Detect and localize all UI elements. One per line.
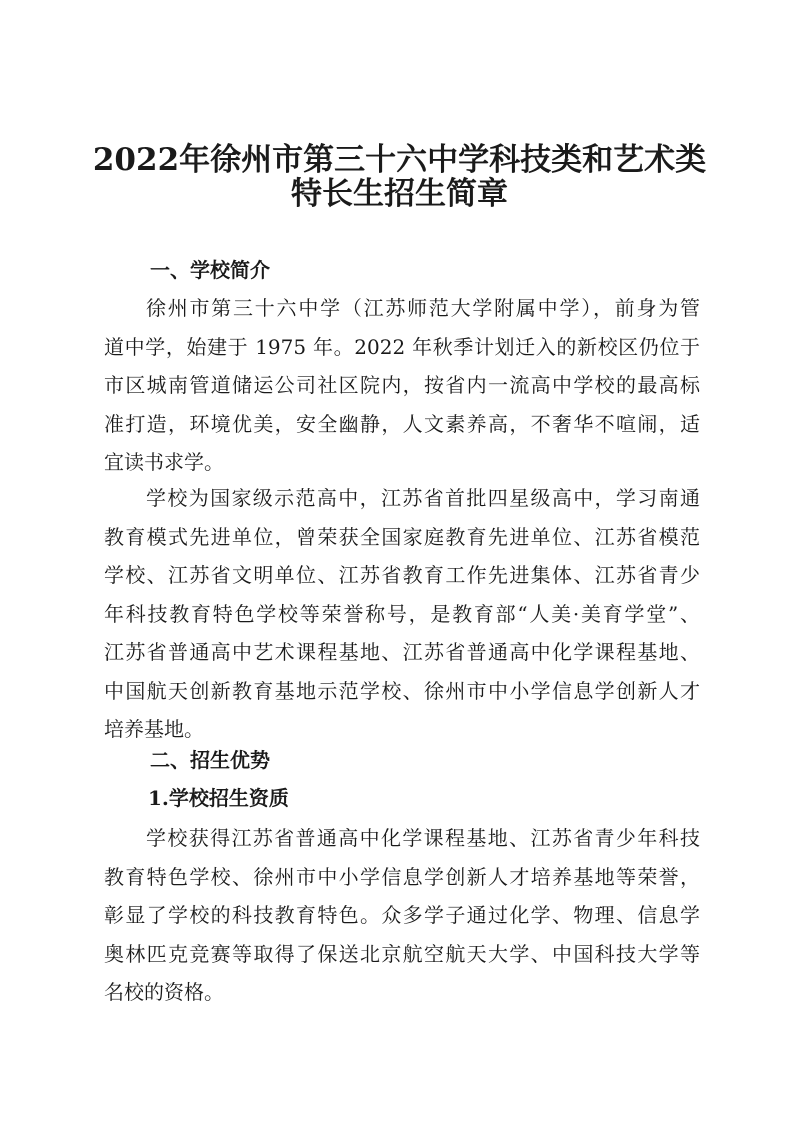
document-title-line-2: 特长生招生简章 [291,176,508,212]
document-title-line-1: 2022年徐州市第三十六中学科技类和艺术类 [92,142,707,178]
paragraph-line: 教育特色学校、徐州市中小学信息学创新人才培养基地等荣誉， [104,864,700,889]
paragraph-line: 市区城南管道储运公司社区院内，按省内一流高中学校的最高标 [104,373,700,397]
paragraph-line: 准打造，环境优美，安全幽静，人文素养高，不奢华不喧闹，适 [104,411,700,436]
paragraph-line: 学校获得江苏省普通高中化学课程基地、江苏省青少年科技 [146,826,700,850]
paragraph-line: 徐州市第三十六中学（江苏师范大学附属中学），前身为管 [146,296,700,320]
paragraph-line: 学校为国家级示范高中，江苏省首批四星级高中，学习南通 [146,486,700,510]
paragraph-line: 江苏省普通高中艺术课程基地、江苏省普通高中化学课程基地、 [104,640,700,664]
paragraph-line: 道中学，始建于 1975 年。2022 年秋季计划迁入的新校区仍位于 [104,334,700,359]
paragraph-line: 奥林匹克竞赛等取得了保送北京航空航天大学、中国科技大学等 [104,941,700,966]
paragraph-line: 中国航天创新教育基地示范学校、徐州市中小学信息学创新人才 [104,678,700,703]
paragraph-school-history [104,289,700,482]
paragraph-line: 名校的资格。 [104,980,224,1004]
paragraph-line: 培养基地。 [104,717,204,741]
paragraph-line: 宜读书求学。 [104,450,224,474]
paragraph-school-honors [104,479,700,749]
paragraph-school-qualification [104,819,700,1012]
subheading-school-qualification: 1.学校招生资质 [148,786,289,810]
section-heading-school-intro: 一、学校简介 [150,258,270,282]
paragraph-line: 教育模式先进单位，曾荣获全国家庭教育先进单位、江苏省模范 [104,524,700,549]
paragraph-line: 学校、江苏省文明单位、江苏省教育工作先进集体、江苏省青少 [104,563,700,587]
paragraph-line: 彰显了学校的科技教育特色。众多学子通过化学、物理、信息学 [104,903,700,927]
section-heading-admission-advantages: 二、招生优势 [150,748,270,772]
paragraph-line: 年科技教育特色学校等荣誉称号，是教育部“人美·美育学堂”、 [104,601,700,626]
